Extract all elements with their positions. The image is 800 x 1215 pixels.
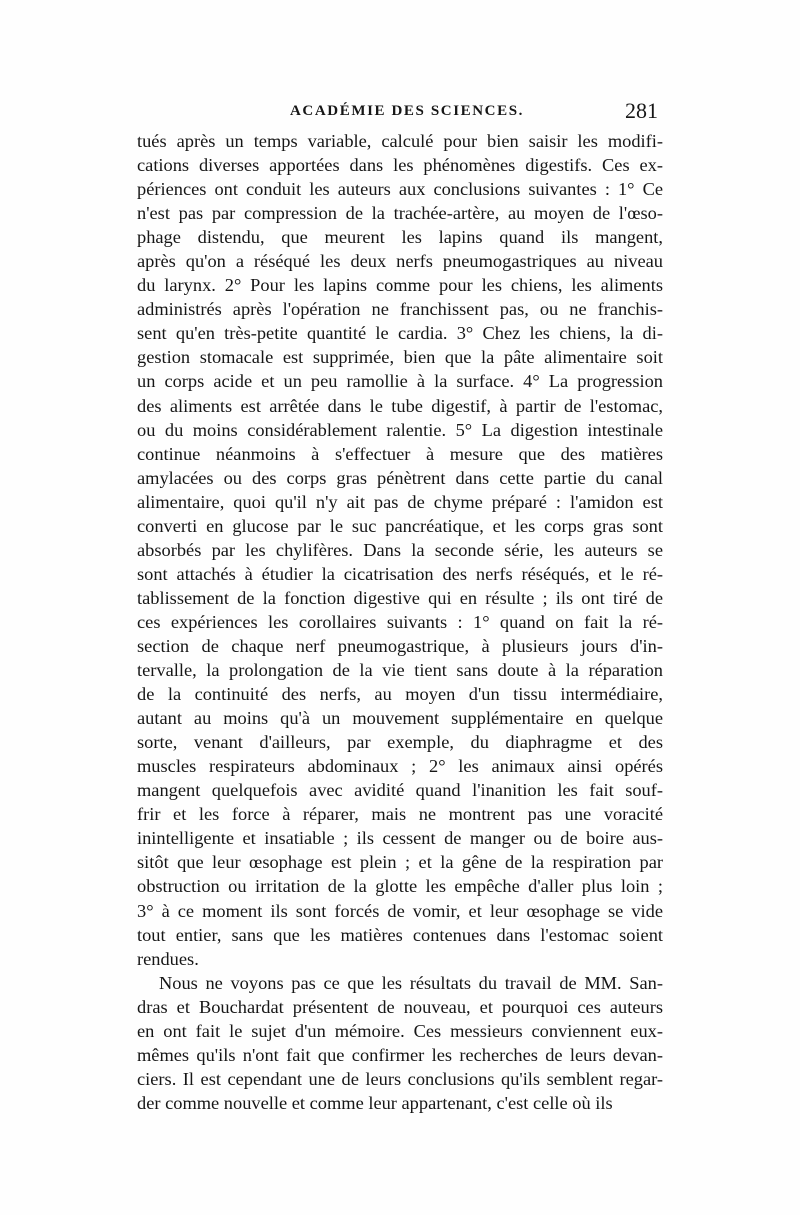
text-line: périences ont conduit les auteurs aux conclusions suivantes : 1° Ce bbox=[137, 179, 663, 200]
text-line: mangent quelquefois avec avidité quand l'inanition les fait souf- bbox=[137, 780, 663, 801]
text-line: sont attachés à étudier la cicatrisation des nerfs réséqués, et le ré- bbox=[137, 563, 663, 584]
text-line: Nous ne voyons pas ce que les résultats du travail de MM. San- bbox=[159, 972, 663, 993]
text-line: mêmes qu'ils n'ont fait que confirmer les recherches de leurs devan- bbox=[137, 1044, 663, 1065]
running-header bbox=[138, 98, 658, 128]
text-line: dras et Bouchardat présentent de nouveau, et pourquoi ces auteurs bbox=[137, 996, 663, 1017]
page-number: 281 bbox=[625, 98, 658, 123]
text-line: rendues. bbox=[137, 948, 199, 969]
text-line: du larynx. 2° Pour les lapins comme pour les chiens, les aliments bbox=[137, 275, 663, 296]
text-line: phage distendu, que meurent les lapins quand ils mangent, bbox=[137, 227, 663, 248]
text-line: muscles respirateurs abdominaux ; 2° les animaux ainsi opérés bbox=[137, 756, 663, 777]
text-line: frir et les force à réparer, mais ne montrent pas une voracité bbox=[137, 804, 663, 825]
text-line: der comme nouvelle et comme leur appartenant, c'est celle où ils bbox=[137, 1092, 613, 1113]
text-line: tervalle, la prolongation de la vie tient sans doute à la réparation bbox=[137, 660, 663, 681]
text-line: après qu'on a réséqué les deux nerfs pneumogastriques au niveau bbox=[137, 251, 663, 272]
text-line: cations diverses apportées dans les phénomènes digestifs. Ces ex- bbox=[137, 155, 663, 176]
text-line: tués après un temps variable, calculé pour bien saisir les modifi- bbox=[137, 131, 663, 151]
body-text bbox=[137, 129, 663, 1115]
text-line: sent qu'en très-petite quantité le cardia. 3° Chez les chiens, la di- bbox=[137, 323, 663, 344]
text-line: un corps acide et un peu ramollie à la surface. 4° La progression bbox=[137, 371, 663, 392]
text-line: obstruction ou irritation de la glotte les empêche d'aller plus loin ; bbox=[137, 876, 663, 897]
text-line: tout entier, sans que les matières contenues dans l'estomac soient bbox=[137, 924, 663, 945]
text-line: amylacées ou des corps gras pénètrent dans cette partie du canal bbox=[137, 467, 663, 488]
text-line: administrés après l'opération ne franchissent pas, ou ne franchis- bbox=[137, 299, 663, 320]
text-line: sorte, venant d'ailleurs, par exemple, du diaphragme et des bbox=[137, 732, 663, 753]
text-line: gestion stomacale est supprimée, bien que la pâte alimentaire soit bbox=[137, 347, 663, 368]
text-line: des aliments est arrêtée dans le tube digestif, à partir de l'estomac, bbox=[137, 395, 663, 416]
paragraph bbox=[137, 129, 663, 971]
paragraph bbox=[137, 971, 663, 1115]
text-line: inintelligente et insatiable ; ils cessent de manger ou de boire aus- bbox=[137, 828, 663, 849]
text-line: ciers. Il est cependant une de leurs conclusions qu'ils semblent regar- bbox=[137, 1068, 663, 1089]
text-line: tablissement de la fonction digestive qui en résulte ; ils ont tiré de bbox=[137, 587, 663, 608]
text-line: de la continuité des nerfs, au moyen d'un tissu intermédiaire, bbox=[137, 684, 663, 705]
text-line: continue néanmoins à s'effectuer à mesure que des matières bbox=[137, 443, 663, 464]
text-line: ces expériences les corollaires suivants : 1° quand on fait la ré- bbox=[137, 611, 663, 632]
text-line: ou du moins considérablement ralentie. 5° La digestion intestinale bbox=[137, 419, 663, 440]
text-line: absorbés par les chylifères. Dans la seconde série, les auteurs se bbox=[137, 539, 663, 560]
text-line: section de chaque nerf pneumogastrique, à plusieurs jours d'in- bbox=[137, 635, 663, 656]
running-title: ACADÉMIE DES SCIENCES. bbox=[290, 103, 524, 119]
text-line: n'est pas par compression de la trachée-artère, au moyen de l'œso- bbox=[137, 203, 663, 224]
text-line: sitôt que leur œsophage est plein ; et la gêne de la respiration par bbox=[137, 852, 663, 873]
text-line: en ont fait le sujet d'un mémoire. Ces messieurs conviennent eux- bbox=[137, 1020, 663, 1041]
text-line: alimentaire, quoi qu'il n'y ait pas de chyme préparé : l'amidon est bbox=[137, 491, 663, 512]
text-line: autant au moins qu'à un mouvement supplémentaire en quelque bbox=[137, 708, 663, 729]
text-line: 3° à ce moment ils sont forcés de vomir, et leur œsophage se vide bbox=[137, 900, 663, 921]
text-line: converti en glucose par le suc pancréatique, et les corps gras sont bbox=[137, 515, 663, 536]
